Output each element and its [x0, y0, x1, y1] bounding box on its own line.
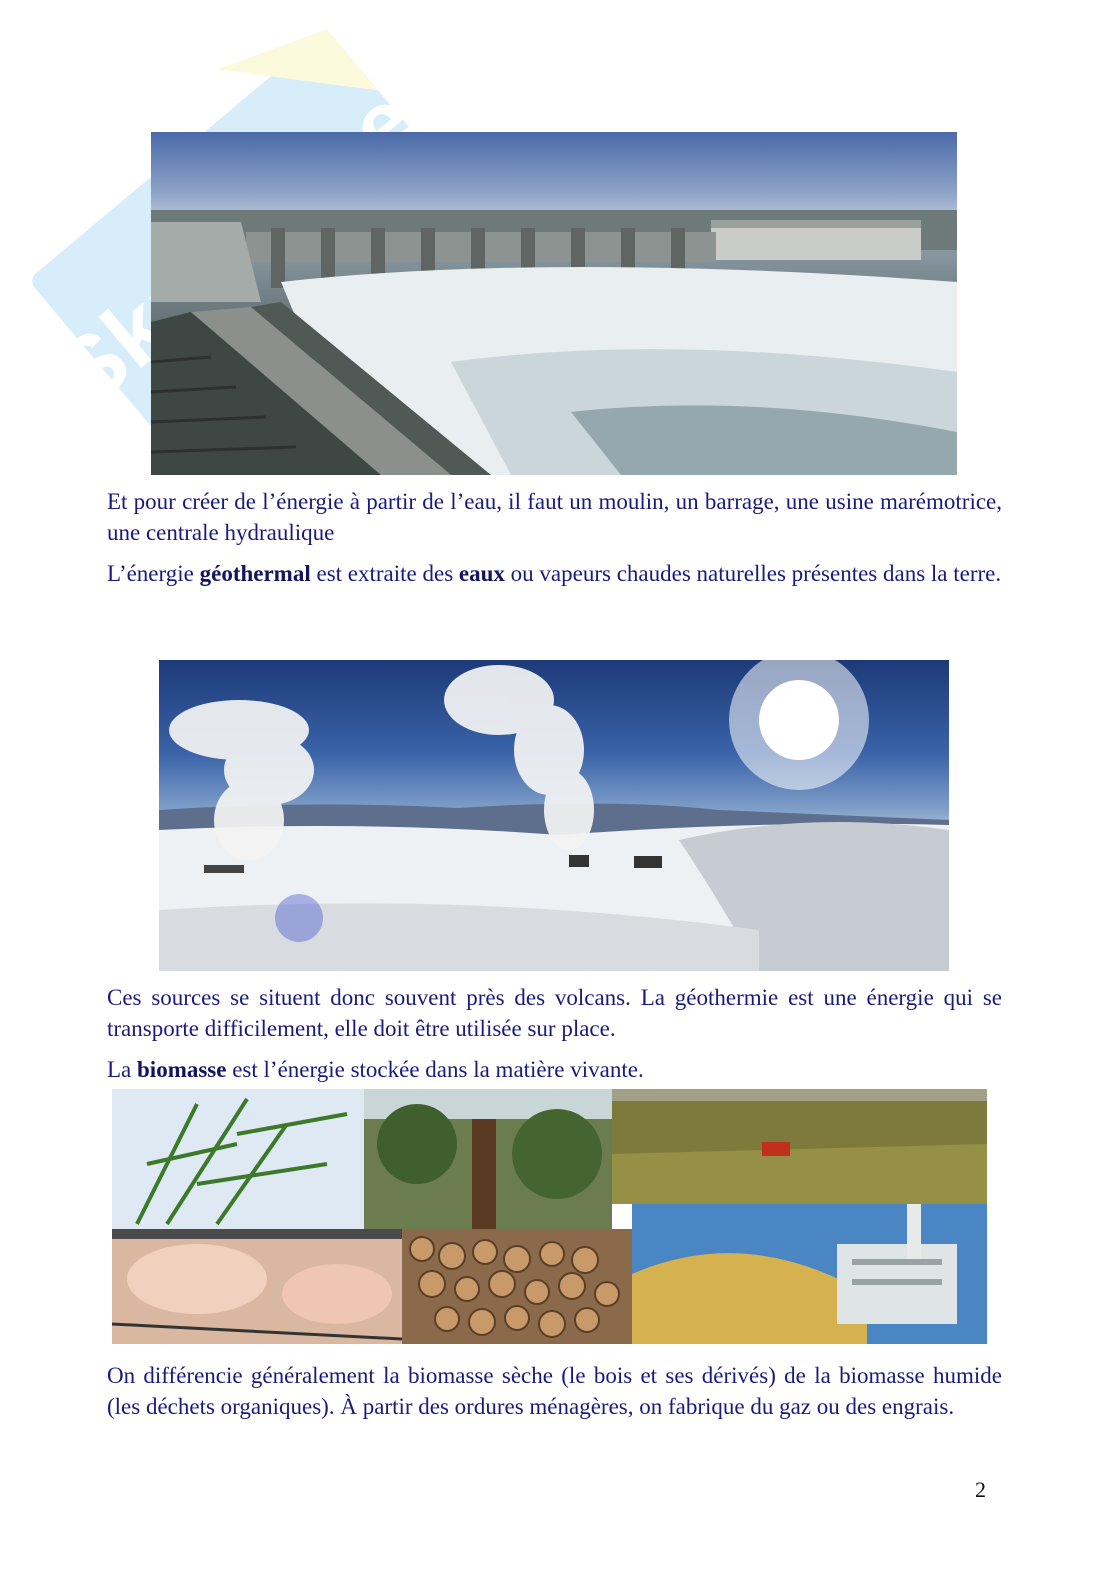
biomass-illustration: [107, 1084, 992, 1349]
paragraph-biomass-intro: [107, 1055, 1002, 1086]
text-segment: est l’énergie stockée dans la matière vivante.: [226, 1057, 644, 1082]
paragraph-hydraulic: Et pour créer de l’énergie à partir de l’eau, il faut un moulin, un barrage, une usine marémotrice, une centrale hydraulique: [107, 489, 1002, 545]
text-segment: est extraite des: [310, 561, 459, 586]
dam-photo: [151, 132, 957, 475]
page-number: 2: [975, 1477, 986, 1502]
term-eaux: eaux: [458, 561, 505, 586]
term-biomasse: biomasse: [137, 1057, 227, 1082]
term-geothermal: géothermal: [199, 561, 311, 586]
biomass-collage: [107, 1084, 992, 1349]
text-segment: La: [107, 1057, 138, 1082]
dam-illustration: [151, 132, 957, 475]
geothermal-photo: [159, 660, 949, 971]
paragraph-biomass-types: On différencie généralement la biomasse sèche (le bois et ses dérivés) de la biomasse humide (les déchets organiques). À partir des ordures ménagères, on fabrique du gaz ou des engrais.: [107, 1363, 1002, 1419]
paragraph-volcanoes: Ces sources se situent donc souvent près des volcans. La géothermie est une énergie qui se transporte difficilement, elle doit être utilisée sur place.: [107, 985, 1002, 1041]
paragraph-geothermal: [107, 559, 1002, 590]
text-segment: ou vapeurs chaudes naturelles présentes dans la terre.: [504, 561, 1002, 586]
geothermal-illustration: [159, 660, 949, 971]
text-segment: L’énergie: [107, 561, 200, 586]
